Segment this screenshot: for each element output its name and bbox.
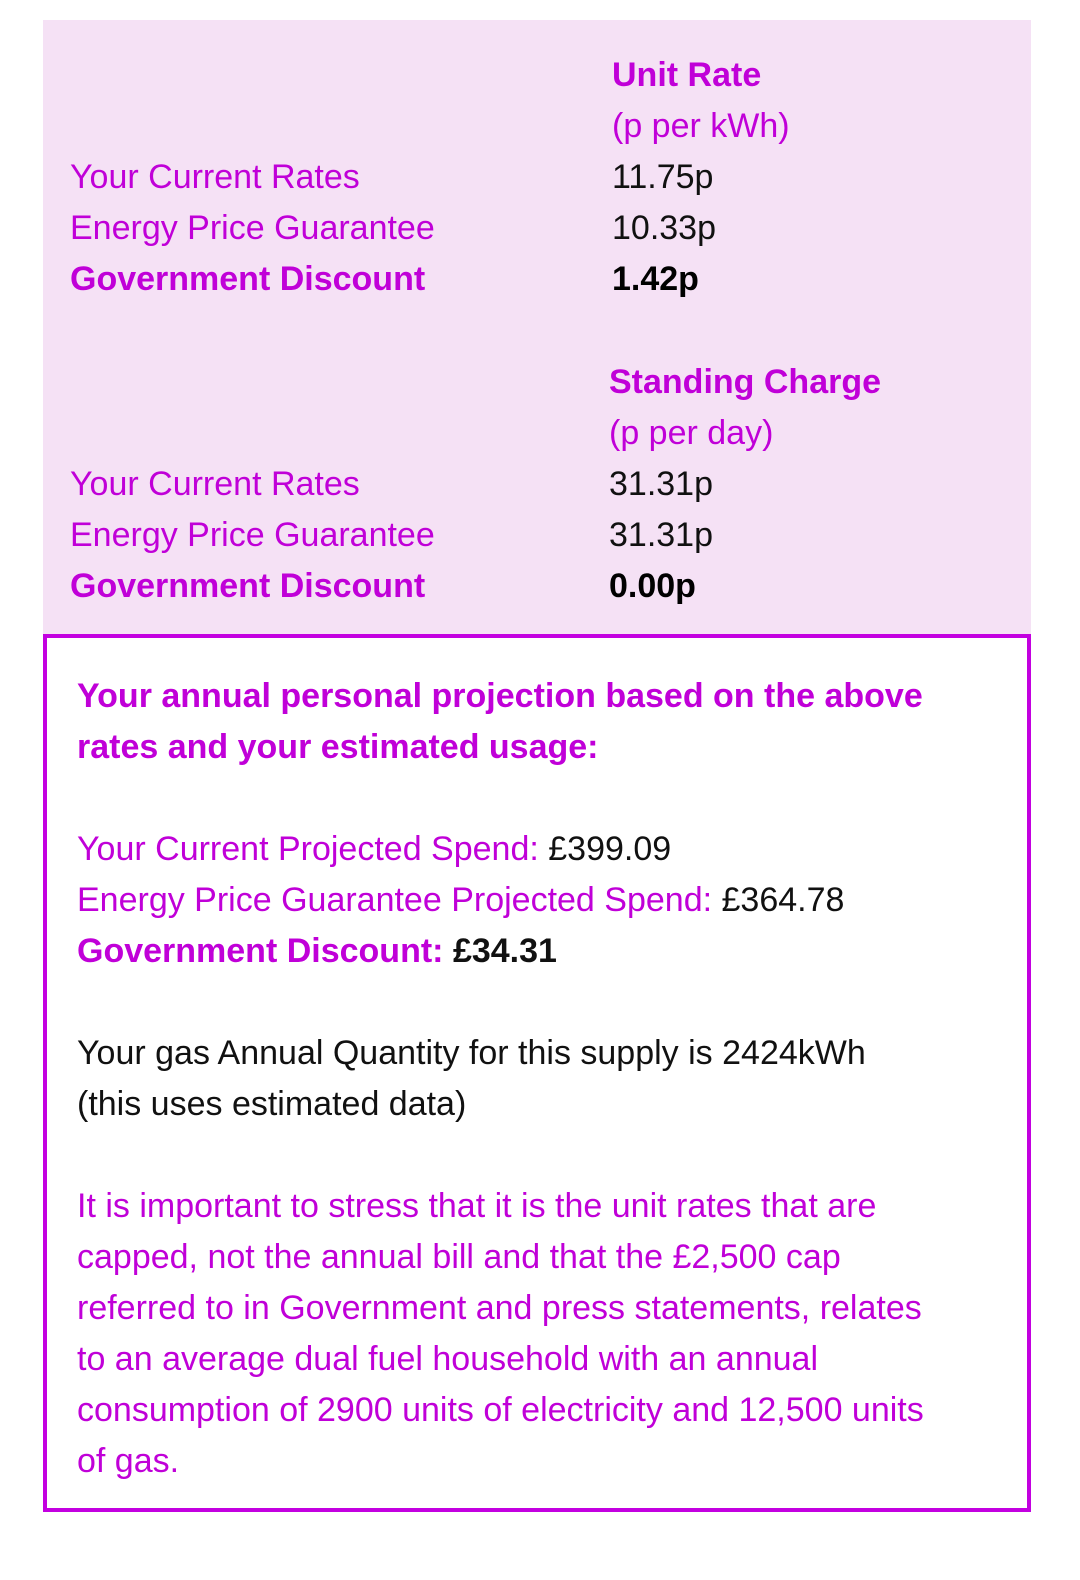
unit-rate-epg-row: [43, 203, 1031, 254]
standing-charge-heading-row: [43, 357, 1031, 408]
cap-note-line: of gas.: [77, 1442, 180, 1480]
standing-charge-current-label: Your Current Rates: [70, 465, 360, 503]
unit-rate-subheading: (p per kWh): [612, 107, 790, 145]
unit-rate-heading: Unit Rate: [612, 56, 762, 94]
government-discount-total-label: Government Discount:: [77, 932, 444, 970]
standing-charge-epg-label: Energy Price Guarantee: [70, 516, 435, 554]
projection-title-line-1: Your annual personal projection based on the above: [77, 677, 923, 715]
epg-projected-spend: [77, 875, 997, 926]
unit-rate-subheading-row: [43, 101, 1031, 152]
cap-note-line: to an average dual fuel household with an annual: [77, 1340, 819, 1378]
unit-rate-section: [43, 50, 1031, 305]
standing-charge-current-row: [43, 459, 1031, 510]
standing-charge-heading: Standing Charge: [609, 363, 882, 401]
unit-rate-current-value: 11.75p: [612, 158, 714, 196]
standing-charge-section: [43, 357, 1031, 612]
unit-rate-heading-row: [43, 50, 1031, 101]
standing-charge-discount-label: Government Discount: [70, 567, 426, 605]
energy-rates-card: [43, 20, 1031, 1512]
government-discount-total: [77, 926, 997, 977]
unit-rate-discount-label: Government Discount: [70, 260, 426, 298]
standing-charge-epg-row: [43, 510, 1031, 561]
projection-title-line-2: rates and your estimated usage:: [77, 728, 599, 766]
cap-note-line: capped, not the annual bill and that the £2,500 cap: [77, 1238, 841, 1276]
cap-note-line: referred to in Government and press statements, relates: [77, 1289, 922, 1327]
unit-rate-current-row: [43, 152, 1031, 203]
standing-charge-subheading-row: [43, 408, 1031, 459]
projection-box: [43, 634, 1031, 1512]
current-projected-spend-label: Your Current Projected Spend:: [77, 830, 539, 868]
current-projected-spend: [77, 824, 997, 875]
cap-note-line: consumption of 2900 units of electricity and 12,500 units: [77, 1391, 924, 1429]
unit-rate-epg-value: 10.33p: [612, 209, 716, 247]
epg-projected-spend-value: £364.78: [721, 881, 845, 919]
unit-rate-discount-row: [43, 254, 1031, 305]
government-discount-total-value: £34.31: [452, 932, 557, 970]
standing-charge-epg-value: 31.31p: [609, 516, 713, 554]
unit-rate-discount-value: 1.42p: [612, 260, 699, 298]
annual-quantity-note: (this uses estimated data): [77, 1085, 467, 1123]
cap-note-line: It is important to stress that it is the unit rates that are: [77, 1187, 877, 1225]
standing-charge-discount-row: [43, 561, 1031, 612]
standing-charge-subheading: (p per day): [609, 414, 774, 452]
current-projected-spend-value: £399.09: [548, 830, 672, 868]
standing-charge-discount-value: 0.00p: [609, 567, 696, 605]
epg-projected-spend-label: Energy Price Guarantee Projected Spend:: [77, 881, 713, 919]
standing-charge-current-value: 31.31p: [609, 465, 713, 503]
unit-rate-epg-label: Energy Price Guarantee: [70, 209, 435, 247]
rates-panel: [43, 20, 1031, 634]
annual-quantity-line: Your gas Annual Quantity for this supply is 2424kWh: [77, 1034, 866, 1072]
unit-rate-current-label: Your Current Rates: [70, 158, 360, 196]
